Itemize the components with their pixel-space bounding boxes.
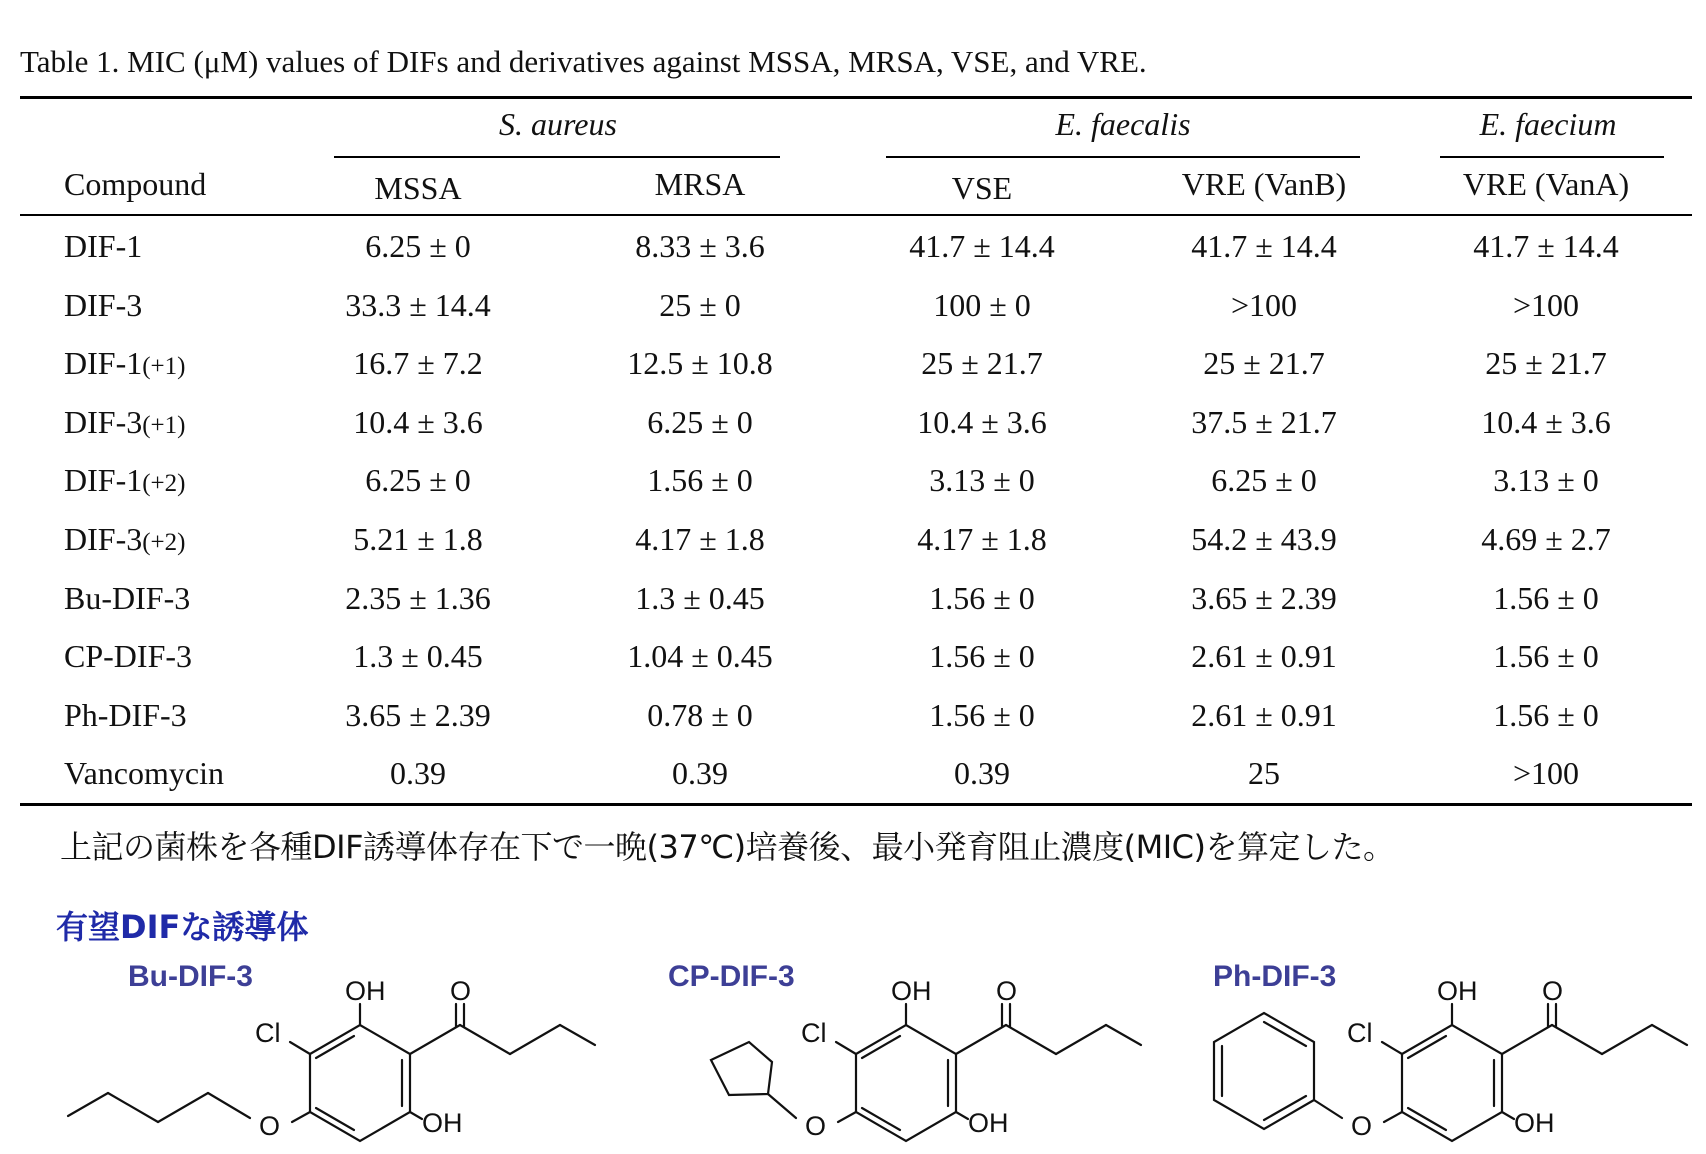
- mic-value-cell: 10.4 ± 3.6: [1481, 403, 1611, 440]
- mic-value-cell: 25 ± 21.7: [921, 345, 1043, 382]
- mic-value-cell: 41.7 ± 14.4: [1473, 228, 1619, 264]
- mic-value-cell: 0.39: [954, 755, 1010, 792]
- strain-column-header: MRSA: [654, 166, 746, 202]
- mic-value-cell: >100: [1512, 286, 1580, 323]
- mic-value-cell: 1.56 ± 0: [1493, 696, 1599, 733]
- mic-value-cell: 3.13 ± 0: [929, 462, 1035, 499]
- mic-value-cell: 4.69 ± 2.7: [1481, 521, 1611, 557]
- mic-value-cell: 1.56 ± 0: [929, 638, 1035, 675]
- mic-value-cell: 25 ± 0: [659, 286, 741, 323]
- compound-name: DIF-3: [64, 521, 143, 557]
- mic-value-cell: 1.56 ± 0: [929, 696, 1035, 733]
- compound-name-cell: [64, 462, 185, 499]
- compound-label-bu-dif-3: Bu-DIF-3: [128, 960, 253, 993]
- mic-value-cell: 2.61 ± 0.91: [1191, 696, 1337, 733]
- compound-column-header: Compound: [64, 166, 207, 202]
- compound-name-cell: [64, 521, 185, 558]
- species-rule-e-faecium: [1440, 156, 1664, 158]
- compound-name-cell: [64, 404, 185, 441]
- mic-value-cell: 4.17 ± 1.8: [917, 521, 1047, 557]
- mic-value-cell: >100: [1230, 286, 1298, 323]
- compound-suffix: (+2): [142, 529, 186, 556]
- hydroxyl-label: OH: [891, 976, 932, 1006]
- species-rule-s-aureus: [334, 156, 780, 158]
- mic-value-cell: 1.56 ± 0: [647, 462, 753, 499]
- compound-name: CP-DIF-3: [64, 638, 193, 675]
- compound-name: Vancomycin: [64, 755, 224, 792]
- compound-name: Ph-DIF-3: [64, 696, 187, 733]
- compound-name: DIF-1: [64, 228, 143, 264]
- mic-value-cell: 25: [1248, 755, 1280, 792]
- mic-value-cell: >100: [1512, 755, 1580, 792]
- mic-value-cell: 1.56 ± 0: [1493, 579, 1599, 616]
- strain-column-header: VRE (VanB): [1181, 166, 1347, 202]
- hydroxyl-label: OH: [1514, 1108, 1555, 1138]
- mic-value-cell: 37.5 ± 21.7: [1191, 403, 1337, 440]
- compound-name: DIF-1: [64, 345, 143, 382]
- table-bottom-rule: [20, 803, 1692, 806]
- strain-column-header: MSSA: [374, 170, 462, 206]
- mic-value-cell: 2.35 ± 1.36: [345, 579, 491, 616]
- compound-name-cell: [64, 287, 142, 324]
- ether-oxygen-label: O: [805, 1111, 827, 1141]
- mic-value-cell: 3.65 ± 2.39: [1191, 579, 1337, 616]
- mic-value-cell: 0.39: [390, 755, 446, 792]
- method-note: 上記の菌株を各種DIF誘導体存在下で一晩(37℃)培養後、最小発育阻止濃度(MIC)を算定した。: [60, 828, 1395, 866]
- mic-value-cell: 33.3 ± 14.4: [345, 286, 491, 323]
- mic-value-cell: 25 ± 21.7: [1203, 345, 1325, 382]
- table-caption: Table 1. MIC (μM) values of DIFs and derivatives against MSSA, MRSA, VSE, and VRE.: [20, 44, 1147, 79]
- mic-value-cell: 100 ± 0: [933, 286, 1031, 323]
- ether-oxygen-label: O: [1351, 1111, 1373, 1141]
- ether-oxygen-label: O: [259, 1111, 281, 1141]
- compound-name-cell: [64, 580, 190, 617]
- compound-name: Bu-DIF-3: [64, 579, 191, 616]
- compound-suffix: (+2): [142, 470, 186, 498]
- mic-value-cell: 6.25 ± 0: [365, 228, 471, 264]
- compound-label-cp-dif-3: CP-DIF-3: [668, 960, 795, 993]
- species-header: S. aureus: [499, 106, 617, 142]
- chlorine-label: Cl: [1347, 1018, 1373, 1048]
- hydroxyl-label: OH: [968, 1108, 1009, 1138]
- compound-name: DIF-3: [64, 286, 143, 323]
- compound-name-cell: [64, 228, 142, 265]
- chlorine-label: Cl: [255, 1018, 281, 1048]
- mic-value-cell: 41.7 ± 14.4: [909, 228, 1055, 264]
- structure-cp-dif-3: [596, 960, 1156, 1150]
- mic-value-cell: 1.04 ± 0.45: [627, 638, 773, 675]
- species-header: E. faecium: [1479, 106, 1617, 142]
- compound-name-cell: [64, 638, 192, 675]
- mic-value-cell: 6.25 ± 0: [1211, 462, 1317, 499]
- strain-column-header: VSE: [951, 170, 1013, 206]
- promising-derivatives-heading: 有望DIFな誘導体: [56, 908, 309, 946]
- mic-value-cell: 25 ± 21.7: [1485, 345, 1607, 382]
- carbonyl-oxygen-label: O: [450, 976, 472, 1006]
- mic-value-cell: 1.56 ± 0: [929, 579, 1035, 616]
- compound-suffix: (+1): [142, 353, 186, 381]
- mic-value-cell: 10.4 ± 3.6: [353, 403, 483, 440]
- mic-value-cell: 41.7 ± 14.4: [1191, 228, 1337, 264]
- chlorine-label: Cl: [801, 1018, 827, 1048]
- mic-value-cell: 5.21 ± 1.8: [353, 521, 483, 557]
- species-header: E. faecalis: [1055, 106, 1191, 142]
- compound-name: DIF-3: [64, 403, 143, 440]
- mic-value-cell: 3.13 ± 0: [1493, 462, 1599, 499]
- hydroxyl-label: OH: [1437, 976, 1478, 1006]
- compound-name-cell: [64, 697, 187, 734]
- mic-value-cell: 1.3 ± 0.45: [353, 638, 483, 675]
- mic-value-cell: 8.33 ± 3.6: [635, 228, 765, 264]
- strain-column-header: VRE (VanA): [1462, 166, 1630, 202]
- mic-value-cell: 0.78 ± 0: [647, 696, 753, 733]
- mic-value-cell: 54.2 ± 43.9: [1191, 521, 1337, 557]
- mic-value-cell: 2.61 ± 0.91: [1191, 638, 1337, 675]
- species-rule-e-faecalis: [886, 156, 1360, 158]
- mic-value-cell: 16.7 ± 7.2: [353, 345, 483, 382]
- compound-label-ph-dif-3: Ph-DIF-3: [1213, 960, 1337, 993]
- compound-suffix: (+1): [142, 411, 186, 439]
- mic-value-cell: 3.65 ± 2.39: [345, 696, 491, 733]
- compound-name: DIF-1: [64, 462, 143, 499]
- mic-value-cell: 1.56 ± 0: [1493, 638, 1599, 675]
- mic-value-cell: 10.4 ± 3.6: [917, 403, 1047, 440]
- structure-bu-dif-3: [50, 960, 610, 1150]
- mic-value-cell: 6.25 ± 0: [647, 403, 753, 440]
- mic-value-cell: 6.25 ± 0: [365, 462, 471, 499]
- hydroxyl-label: OH: [422, 1108, 463, 1138]
- header-bottom-rule: [20, 214, 1692, 216]
- mic-value-cell: 4.17 ± 1.8: [635, 521, 765, 557]
- mic-value-cell: 12.5 ± 10.8: [627, 345, 773, 382]
- hydroxyl-label: OH: [345, 976, 386, 1006]
- carbonyl-oxygen-label: O: [1542, 976, 1564, 1006]
- carbonyl-oxygen-label: O: [996, 976, 1018, 1006]
- compound-name-cell: [64, 345, 185, 382]
- mic-value-cell: 0.39: [672, 755, 728, 792]
- table-top-rule: [20, 96, 1692, 99]
- compound-name-cell: [64, 755, 224, 792]
- structure-ph-dif-3: [1142, 960, 1702, 1150]
- mic-value-cell: 1.3 ± 0.45: [635, 579, 765, 616]
